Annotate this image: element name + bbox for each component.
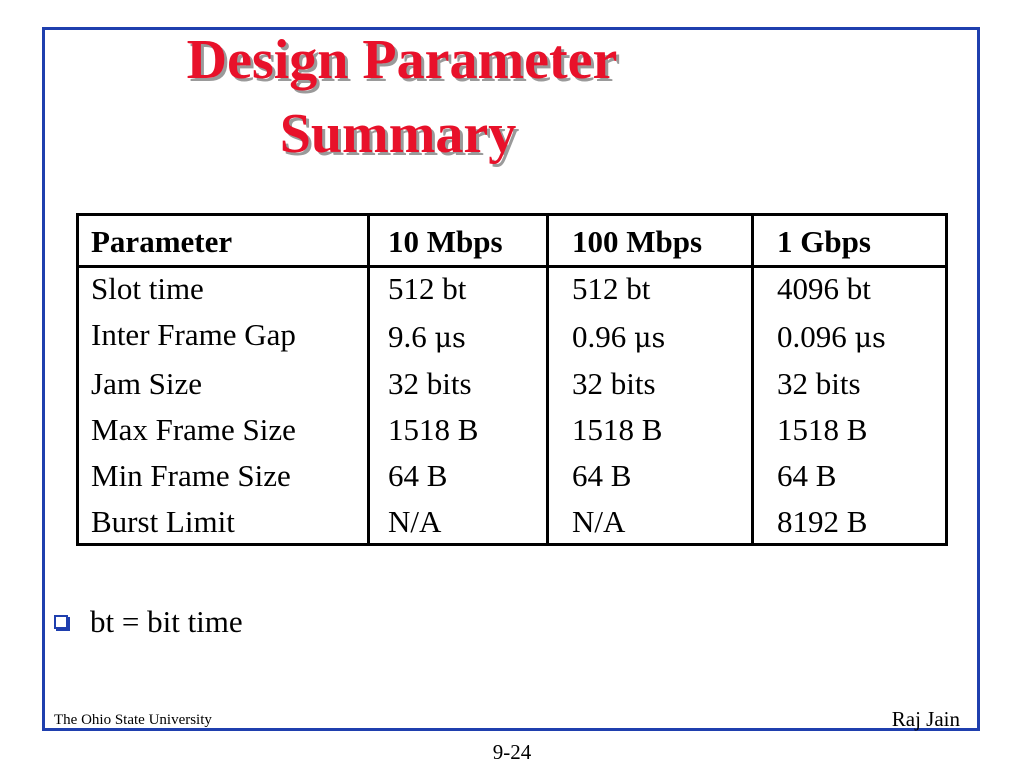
table-cell: N/A <box>572 504 626 539</box>
table-cell: 512 bt <box>388 271 467 306</box>
table-cell: 64 B <box>388 458 448 493</box>
table-cell: 32 bits <box>777 366 861 401</box>
table-cell: 1518 B <box>572 412 663 447</box>
slide-title-line-2: Summary <box>279 103 517 165</box>
table-cell: 512 bt <box>572 271 651 306</box>
table-cell: Min Frame Size <box>91 458 291 493</box>
table-cell: Jam Size <box>91 366 203 401</box>
page-number: 9-24 <box>492 740 532 764</box>
bullet-item <box>54 602 243 642</box>
table-header-parameter: Parameter <box>91 224 233 259</box>
square-bullet-icon <box>54 615 68 629</box>
table-cell: N/A <box>388 504 442 539</box>
table-cell: 64 B <box>777 458 837 493</box>
table-cell: 32 bits <box>572 366 656 401</box>
table-cell: Slot time <box>91 271 204 306</box>
table-cell: Max Frame Size <box>91 412 296 447</box>
slide-title-line-1: Design Parameter <box>186 29 618 91</box>
table-cell: 64 B <box>572 458 632 493</box>
table-cell: 8192 B <box>777 504 868 539</box>
table-cell: Inter Frame Gap <box>91 317 296 352</box>
header-divider <box>79 265 945 268</box>
table-cell: 1518 B <box>388 412 479 447</box>
table-cell: 0.096 μs <box>777 319 886 354</box>
footer-author: Raj Jain <box>891 707 960 731</box>
table-header-10mbps: 10 Mbps <box>388 224 503 259</box>
parameter-table <box>76 213 948 546</box>
table-header-100mbps: 100 Mbps <box>572 224 703 259</box>
table-cell: 32 bits <box>388 366 472 401</box>
table-header-1gbps: 1 Gbps <box>777 224 871 259</box>
bullet-text: bt = bit time <box>90 604 243 639</box>
table-cell: 4096 bt <box>777 271 871 306</box>
footer-university: The Ohio State University <box>54 712 212 728</box>
table-cell: 0.96 μs <box>572 319 666 354</box>
table-cell: 1518 B <box>777 412 868 447</box>
table-cell: 9.6 μs <box>388 319 466 354</box>
table-cell: Burst Limit <box>91 504 235 539</box>
